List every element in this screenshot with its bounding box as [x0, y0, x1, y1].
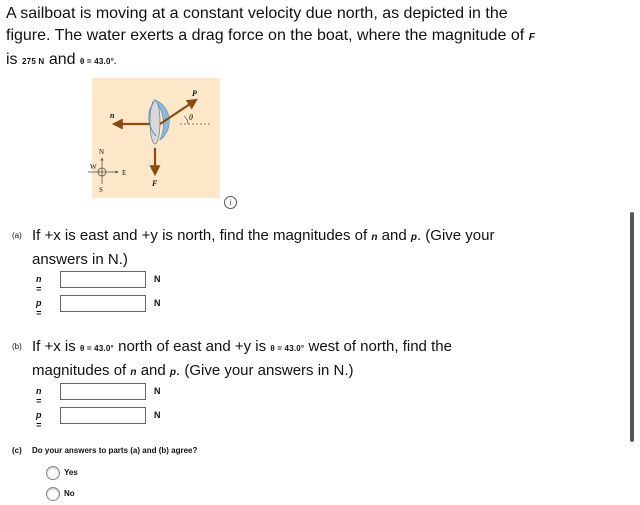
force-value: 275 N	[22, 57, 45, 66]
part-b-text-5: . (Give your answers in N.)	[176, 362, 354, 379]
compass-N: N	[99, 148, 105, 156]
label-n: n	[110, 111, 115, 120]
part-b-text-1: If +x is	[32, 338, 76, 355]
option-yes-label: Yes	[64, 468, 78, 477]
part-b-vec-p: p	[169, 367, 176, 378]
part-b-theta-1: θ = 43.0°	[79, 344, 114, 353]
part-b-p-label: p =	[36, 410, 42, 430]
intro-line-1: A sailboat is moving at a constant velocity due north, as depicted in the	[6, 5, 508, 22]
part-b-p-unit: N	[154, 410, 161, 420]
part-a-label: (a)	[12, 231, 22, 241]
part-a-line-2: answers in N.)	[32, 251, 128, 268]
part-b-n-label: n =	[36, 386, 42, 406]
option-no-label: No	[64, 489, 75, 498]
problem-intro	[6, 3, 606, 73]
part-b-text-4: magnitudes of	[32, 362, 127, 379]
compass-rose	[88, 158, 118, 184]
compass-E: E	[122, 169, 127, 177]
part-a-vec-p: p	[410, 232, 417, 243]
radio-yes[interactable]	[46, 466, 60, 480]
part-b-n-input[interactable]	[60, 383, 146, 400]
vertical-scrollbar[interactable]	[630, 212, 634, 442]
part-b-vec-n: n	[130, 367, 137, 378]
intro-line-2	[6, 25, 606, 49]
part-b-label: (b)	[12, 342, 22, 352]
part-c-text: Do your answers to parts (a) and (b) agree?	[32, 446, 198, 455]
theta-value: θ = 43.0°.	[79, 57, 117, 66]
compass-W: W	[90, 163, 97, 171]
part-a-n-input[interactable]	[60, 271, 146, 288]
radio-no[interactable]	[46, 487, 60, 501]
part-a-text-1: If +x is east and +y is north, find the magnitudes of	[32, 227, 368, 244]
label-theta: θ	[189, 113, 193, 122]
part-a-p-unit: N	[154, 298, 161, 308]
part-b-theta-2: θ = 43.0°	[270, 344, 305, 353]
intro-line-2-text: figure. The water exerts a drag force on the boat, where the magnitude of	[6, 27, 525, 44]
part-a-n-unit: N	[154, 274, 161, 284]
part-a-vec-n: n	[371, 232, 378, 243]
part-b-line-2	[12, 360, 612, 384]
intro-line-3	[6, 49, 606, 73]
part-a-text-2: . (Give your	[416, 227, 495, 244]
part-c-label: (c)	[12, 446, 22, 455]
part-a-line-1	[12, 225, 612, 249]
label-P: P	[192, 89, 197, 98]
part-b-text-3: west of north, find the	[308, 338, 452, 355]
compass-S: S	[99, 186, 103, 194]
part-a-p-input[interactable]	[60, 295, 146, 312]
part-b-and: and	[140, 362, 166, 379]
part-b-p-input[interactable]	[60, 407, 146, 424]
part-a-n-label: n =	[36, 274, 42, 294]
part-a-p-label: p =	[36, 298, 42, 318]
sailboat-diagram	[92, 78, 220, 198]
is-word: is	[6, 51, 18, 68]
part-b-n-unit: N	[154, 386, 161, 396]
part-b-text-2: north of east and +y is	[118, 338, 267, 355]
label-F: F	[152, 179, 158, 188]
theta-arc	[184, 116, 188, 124]
part-b-line-1	[12, 336, 612, 360]
and-word: and	[48, 51, 76, 68]
sailboat-figure	[92, 78, 220, 198]
part-a-and: and	[381, 227, 407, 244]
info-icon[interactable]: i	[224, 196, 237, 209]
boat-shape	[149, 100, 169, 144]
vector-F-symbol: F	[528, 32, 535, 43]
part-c-question	[12, 446, 197, 455]
part-a-question	[12, 225, 612, 271]
part-b-question	[12, 336, 612, 384]
